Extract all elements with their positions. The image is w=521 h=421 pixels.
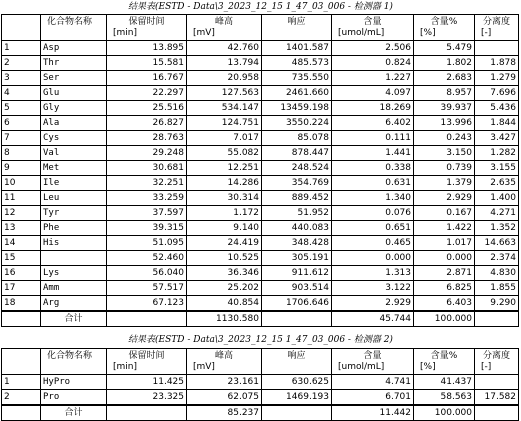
cell-compound-name: Arg	[41, 296, 107, 312]
cell-retention-time: 13.895	[107, 41, 187, 56]
cell-response: 735.550	[262, 71, 332, 86]
cell-resolution: 7.696	[475, 86, 519, 101]
cell-row-index: 4	[2, 86, 41, 101]
table-row	[2, 71, 519, 86]
cell-compound-name: Amm	[41, 281, 107, 296]
total-amount-percent: 100.000	[414, 311, 475, 327]
table-row	[2, 41, 519, 56]
cell-row-index: 7	[2, 131, 41, 146]
cell-response: 248.524	[262, 161, 332, 176]
cell-resolution: 4.830	[475, 266, 519, 281]
cell-amount-percent: 39.937	[414, 101, 475, 116]
cell-response: 305.191	[262, 251, 332, 266]
cell-compound-name: Cys	[41, 131, 107, 146]
cell-amount: 0.631	[332, 176, 414, 191]
table2-header-row	[2, 349, 519, 375]
cell-response: 911.612	[262, 266, 332, 281]
cell-compound-name: Phe	[41, 221, 107, 236]
cell-peak-height: 7.017	[187, 131, 262, 146]
cell-amount-percent: 5.479	[414, 41, 475, 56]
cell-response: 878.447	[262, 146, 332, 161]
cell-amount: 0.824	[332, 56, 414, 71]
cell-peak-height: 42.760	[187, 41, 262, 56]
cell-compound-name: Gly	[41, 101, 107, 116]
cell-amount: 6.701	[332, 390, 414, 406]
cell-response: 485.573	[262, 56, 332, 71]
cell-retention-time: 15.581	[107, 56, 187, 71]
table-row	[2, 101, 519, 116]
cell-compound-name	[41, 251, 107, 266]
results-table-detector-2	[1, 348, 519, 421]
cell-retention-time: 29.248	[107, 146, 187, 161]
header-compound-name: 化合物名称	[41, 15, 107, 41]
cell-amount-percent: 6.825	[414, 281, 475, 296]
table1-header-row	[2, 15, 519, 41]
cell-retention-time: 30.681	[107, 161, 187, 176]
results-table-detector-1	[1, 14, 519, 327]
cell-empty	[107, 311, 187, 327]
table-row	[2, 296, 519, 312]
header-resolution: 分离度 [-]	[475, 15, 519, 41]
total-amount: 11.442	[332, 405, 414, 421]
cell-amount: 0.465	[332, 236, 414, 251]
cell-peak-height: 14.286	[187, 176, 262, 191]
cell-amount: 4.741	[332, 375, 414, 390]
table-row	[2, 251, 519, 266]
cell-row-index: 2	[2, 390, 41, 406]
header-resolution: 分离度 [-]	[475, 349, 519, 375]
header-peak-height: 峰高 [mV]	[187, 349, 262, 375]
cell-retention-time: 51.095	[107, 236, 187, 251]
cell-peak-height: 40.854	[187, 296, 262, 312]
cell-compound-name: Thr	[41, 56, 107, 71]
total-row	[2, 405, 519, 421]
total-row	[2, 311, 519, 327]
cell-empty	[262, 311, 332, 327]
cell-response: 1469.193	[262, 390, 332, 406]
header-index	[2, 15, 41, 41]
cell-amount: 4.097	[332, 86, 414, 101]
cell-row-index: 1	[2, 41, 41, 56]
cell-row-index: 8	[2, 146, 41, 161]
cell-amount-percent: 3.150	[414, 146, 475, 161]
cell-amount-percent: 2.929	[414, 191, 475, 206]
cell-resolution: 1.279	[475, 71, 519, 86]
total-label: 合计	[41, 311, 107, 327]
cell-compound-name: Ser	[41, 71, 107, 86]
cell-amount: 0.076	[332, 206, 414, 221]
header-amount: 含量 [umol/mL]	[332, 349, 414, 375]
cell-empty	[2, 405, 41, 421]
cell-compound-name: Pro	[41, 390, 107, 406]
cell-row-index: 9	[2, 161, 41, 176]
cell-peak-height: 20.958	[187, 71, 262, 86]
cell-peak-height: 9.140	[187, 221, 262, 236]
cell-response: 1706.646	[262, 296, 332, 312]
cell-resolution: 2.374	[475, 251, 519, 266]
table-row	[2, 206, 519, 221]
cell-peak-height: 55.082	[187, 146, 262, 161]
cell-retention-time: 39.315	[107, 221, 187, 236]
cell-empty	[475, 311, 519, 327]
cell-amount: 6.402	[332, 116, 414, 131]
cell-peak-height: 62.075	[187, 390, 262, 406]
cell-row-index: 14	[2, 236, 41, 251]
cell-compound-name: Lys	[41, 266, 107, 281]
cell-compound-name: Val	[41, 146, 107, 161]
cell-amount: 1.340	[332, 191, 414, 206]
cell-resolution: 1.352	[475, 221, 519, 236]
cell-empty	[107, 405, 187, 421]
cell-response: 440.083	[262, 221, 332, 236]
cell-retention-time: 57.517	[107, 281, 187, 296]
cell-resolution: 9.290	[475, 296, 519, 312]
cell-retention-time: 25.516	[107, 101, 187, 116]
cell-resolution: 1.855	[475, 281, 519, 296]
total-label: 合计	[41, 405, 107, 421]
cell-peak-height: 23.161	[187, 375, 262, 390]
cell-row-index: 15	[2, 251, 41, 266]
cell-resolution: 1.844	[475, 116, 519, 131]
cell-amount-percent: 0.739	[414, 161, 475, 176]
cell-compound-name: His	[41, 236, 107, 251]
cell-compound-name: Leu	[41, 191, 107, 206]
cell-amount: 0.338	[332, 161, 414, 176]
cell-response: 2461.660	[262, 86, 332, 101]
cell-peak-height: 1.172	[187, 206, 262, 221]
cell-peak-height: 36.346	[187, 266, 262, 281]
cell-resolution: 3.155	[475, 161, 519, 176]
header-retention-time: 保留时间 [min]	[107, 15, 187, 41]
total-amount: 45.744	[332, 311, 414, 327]
cell-row-index: 10	[2, 176, 41, 191]
cell-row-index: 5	[2, 101, 41, 116]
cell-retention-time: 23.325	[107, 390, 187, 406]
cell-row-index: 17	[2, 281, 41, 296]
cell-resolution	[475, 41, 519, 56]
cell-response: 1401.587	[262, 41, 332, 56]
cell-retention-time: 37.597	[107, 206, 187, 221]
table-row	[2, 116, 519, 131]
cell-peak-height: 534.147	[187, 101, 262, 116]
total-peak-height: 1130.580	[187, 311, 262, 327]
table2-caption: 结果表(ESTD - Data\3_2023_12_15 1_47_03_006 - 检测器 2)	[128, 335, 393, 345]
table-row	[2, 221, 519, 236]
cell-peak-height: 10.525	[187, 251, 262, 266]
cell-empty	[2, 311, 41, 327]
cell-amount: 1.313	[332, 266, 414, 281]
cell-retention-time: 52.460	[107, 251, 187, 266]
cell-amount: 0.651	[332, 221, 414, 236]
cell-response: 13459.198	[262, 101, 332, 116]
cell-amount-percent: 41.437	[414, 375, 475, 390]
header-response: 响应	[262, 15, 332, 41]
cell-row-index: 1	[2, 375, 41, 390]
table-row	[2, 236, 519, 251]
cell-row-index: 18	[2, 296, 41, 312]
table-row	[2, 131, 519, 146]
cell-amount-percent: 1.017	[414, 236, 475, 251]
cell-response: 889.452	[262, 191, 332, 206]
cell-resolution: 2.635	[475, 176, 519, 191]
cell-retention-time: 11.425	[107, 375, 187, 390]
header-compound-name: 化合物名称	[41, 349, 107, 375]
cell-amount: 3.122	[332, 281, 414, 296]
table-row	[2, 191, 519, 206]
cell-amount-percent: 0.000	[414, 251, 475, 266]
cell-row-index: 3	[2, 71, 41, 86]
cell-retention-time: 22.297	[107, 86, 187, 101]
cell-retention-time: 32.251	[107, 176, 187, 191]
cell-amount-percent: 58.563	[414, 390, 475, 406]
cell-row-index: 16	[2, 266, 41, 281]
cell-resolution: 1.282	[475, 146, 519, 161]
cell-peak-height: 25.202	[187, 281, 262, 296]
cell-empty	[475, 405, 519, 421]
cell-retention-time: 26.827	[107, 116, 187, 131]
cell-retention-time: 33.259	[107, 191, 187, 206]
cell-compound-name: Asp	[41, 41, 107, 56]
cell-retention-time: 28.763	[107, 131, 187, 146]
table-row	[2, 161, 519, 176]
cell-peak-height: 13.794	[187, 56, 262, 71]
table-row	[2, 281, 519, 296]
table-row	[2, 266, 519, 281]
table-row	[2, 86, 519, 101]
cell-retention-time: 67.123	[107, 296, 187, 312]
header-index	[2, 349, 41, 375]
cell-compound-name: Ala	[41, 116, 107, 131]
header-retention-time: 保留时间 [min]	[107, 349, 187, 375]
cell-row-index: 2	[2, 56, 41, 71]
cell-amount: 2.929	[332, 296, 414, 312]
cell-amount-percent: 1.802	[414, 56, 475, 71]
cell-amount: 1.227	[332, 71, 414, 86]
cell-resolution: 5.436	[475, 101, 519, 116]
cell-row-index: 11	[2, 191, 41, 206]
table-row	[2, 375, 519, 390]
cell-response: 51.952	[262, 206, 332, 221]
cell-response: 85.078	[262, 131, 332, 146]
cell-amount-percent: 13.996	[414, 116, 475, 131]
cell-row-index: 12	[2, 206, 41, 221]
cell-compound-name: Ile	[41, 176, 107, 191]
cell-resolution	[475, 375, 519, 390]
cell-peak-height: 124.751	[187, 116, 262, 131]
cell-amount-percent: 6.403	[414, 296, 475, 312]
cell-resolution: 3.427	[475, 131, 519, 146]
header-response: 响应	[262, 349, 332, 375]
cell-amount-percent: 1.422	[414, 221, 475, 236]
total-peak-height: 85.237	[187, 405, 262, 421]
cell-resolution: 1.400	[475, 191, 519, 206]
cell-retention-time: 56.040	[107, 266, 187, 281]
cell-peak-height: 30.314	[187, 191, 262, 206]
cell-amount-percent: 8.957	[414, 86, 475, 101]
cell-compound-name: HyPro	[41, 375, 107, 390]
table1-caption: 结果表(ESTD - Data\3_2023_12_15 1_47_03_006 - 检测器 1)	[128, 2, 393, 12]
cell-amount: 0.111	[332, 131, 414, 146]
cell-resolution: 17.582	[475, 390, 519, 406]
cell-amount-percent: 2.683	[414, 71, 475, 86]
cell-empty	[262, 405, 332, 421]
cell-compound-name: Met	[41, 161, 107, 176]
table-row	[2, 390, 519, 406]
cell-response: 354.769	[262, 176, 332, 191]
cell-peak-height: 127.563	[187, 86, 262, 101]
cell-row-index: 6	[2, 116, 41, 131]
cell-amount-percent: 0.243	[414, 131, 475, 146]
header-amount-percent: 含量% [%]	[414, 15, 475, 41]
cell-peak-height: 12.251	[187, 161, 262, 176]
cell-amount: 1.441	[332, 146, 414, 161]
cell-response: 903.514	[262, 281, 332, 296]
cell-retention-time: 16.767	[107, 71, 187, 86]
cell-amount: 18.269	[332, 101, 414, 116]
table-row	[2, 176, 519, 191]
header-peak-height: 峰高 [mV]	[187, 15, 262, 41]
cell-row-index: 13	[2, 221, 41, 236]
cell-resolution: 4.271	[475, 206, 519, 221]
table-row	[2, 146, 519, 161]
cell-peak-height: 24.419	[187, 236, 262, 251]
cell-amount: 0.000	[332, 251, 414, 266]
cell-compound-name: Glu	[41, 86, 107, 101]
table-row	[2, 56, 519, 71]
cell-resolution: 14.663	[475, 236, 519, 251]
cell-response: 348.428	[262, 236, 332, 251]
cell-response: 3550.224	[262, 116, 332, 131]
cell-amount-percent: 2.871	[414, 266, 475, 281]
cell-compound-name: Tyr	[41, 206, 107, 221]
cell-amount-percent: 0.167	[414, 206, 475, 221]
header-amount-percent: 含量% [%]	[414, 349, 475, 375]
cell-amount: 2.506	[332, 41, 414, 56]
cell-amount-percent: 1.379	[414, 176, 475, 191]
cell-response: 630.625	[262, 375, 332, 390]
total-amount-percent: 100.000	[414, 405, 475, 421]
cell-resolution: 1.878	[475, 56, 519, 71]
header-amount: 含量 [umol/mL]	[332, 15, 414, 41]
